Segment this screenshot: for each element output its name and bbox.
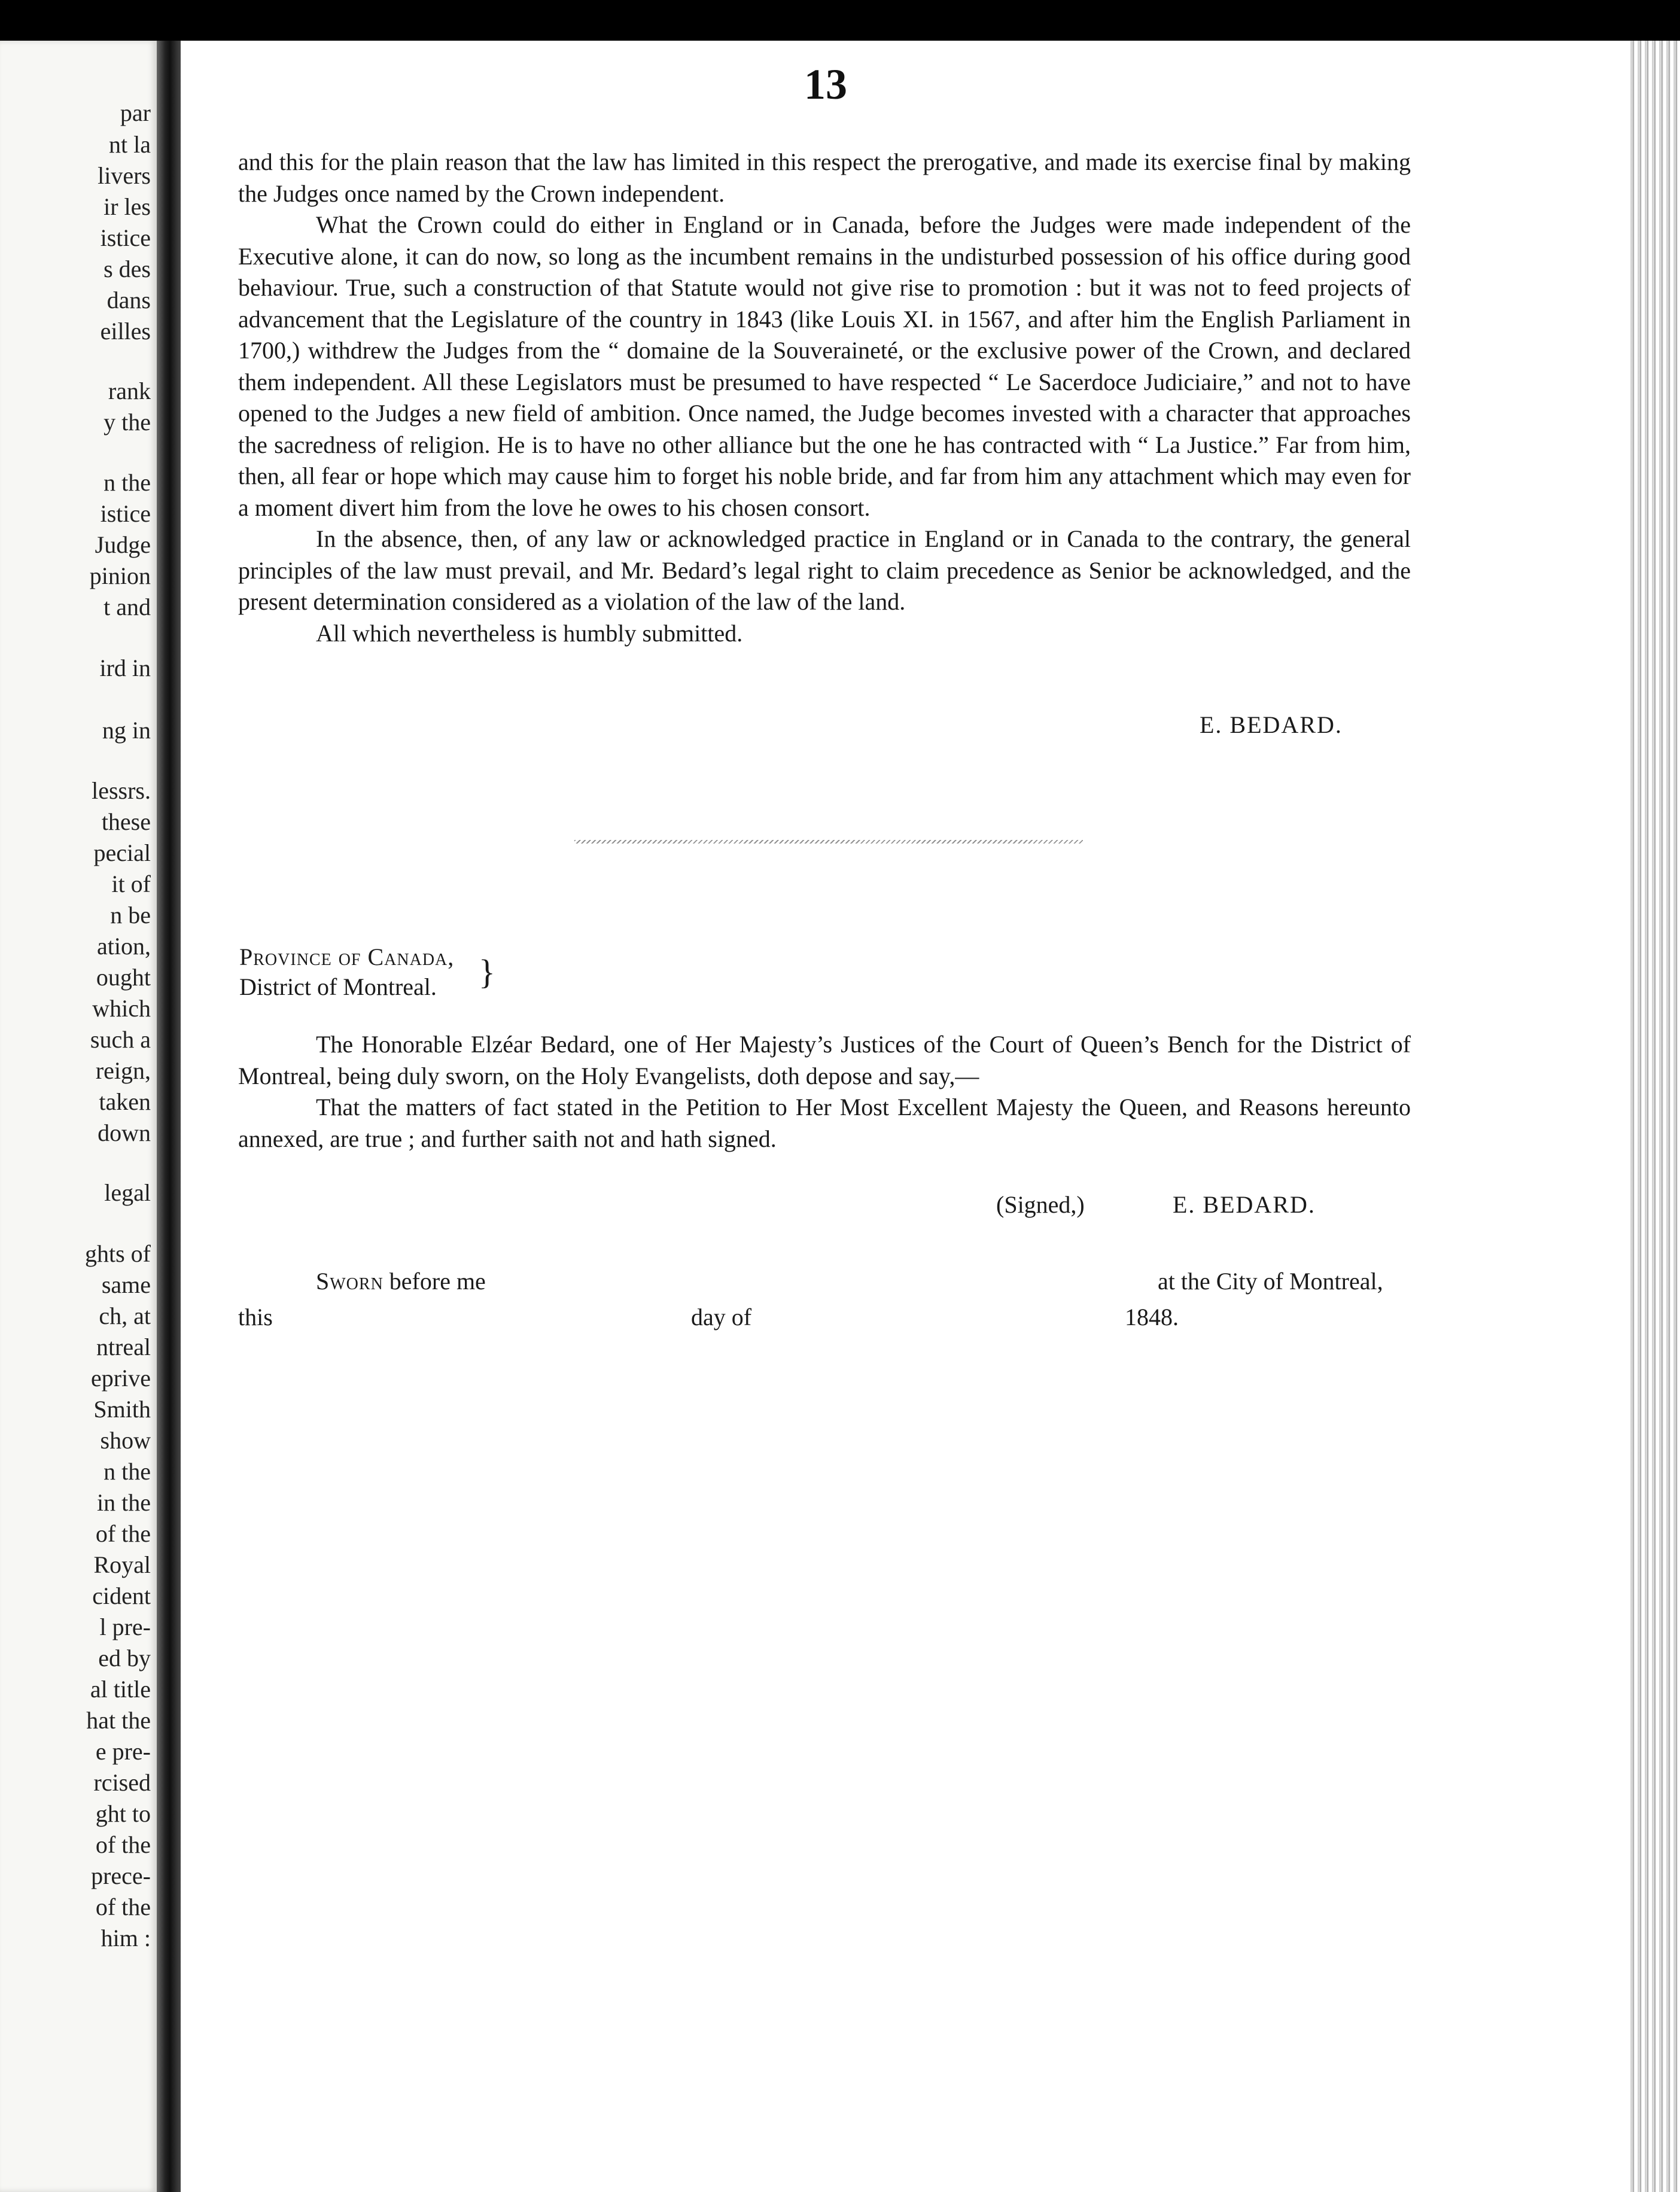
left-page-line: e pre- bbox=[95, 1738, 151, 1765]
paragraph-2: What the Crown could do either in England or in Canada, before the Judges were made independent of the Executive alone, it can do now, so long as the incumbent remains in the undisturbed possession of his office during good behaviour. True, such a construction of that Statute would not give rise to promotion : but it was not to feed projects of advancement that the Legislature of the country in 1843 (like Louis XI. in 1567, and after him the English Parliament in 1700,) withdrew the Judges from the “ domaine de la Souveraineté, or the exclusive power of the Crown, and declared them independent. All these Legislators must be presumed to have respected “ Le Sacerdoce Judiciaire,” and not to have opened to the Judges a new field of ambition. Once named, the Judge becomes invested with a character that approaches the sacredness of religion. He is to have no other alliance but the one he has contracted with “ La Justice.” Far from him, then, all fear or hope which may cause him to forget his noble bride, and far from him any attachment which may even for a moment divert him from the love he owes to his chosen consort. bbox=[238, 211, 1411, 521]
province-line: Province of Canada, bbox=[239, 943, 455, 970]
left-page-line: ought bbox=[96, 964, 151, 991]
main-text bbox=[238, 147, 1411, 649]
left-page-line: cident bbox=[92, 1582, 151, 1609]
left-page-line: down bbox=[98, 1119, 151, 1146]
left-page-line: show bbox=[100, 1427, 151, 1454]
paragraph-1: and this for the plain reason that the law has limited in this respect the prerogative, and made its exercise final by making the Judges once named by the Crown independent. bbox=[238, 148, 1411, 207]
left-page-line: him : bbox=[101, 1925, 151, 1952]
left-page-line: eprive bbox=[91, 1365, 151, 1392]
left-page-line: ation, bbox=[97, 933, 151, 960]
brace-icon: } bbox=[479, 952, 495, 991]
left-page-line: dans bbox=[106, 287, 151, 313]
page-edges bbox=[1627, 41, 1680, 2192]
left-page-line: n be bbox=[110, 902, 151, 928]
left-page-line: lessrs. bbox=[92, 777, 151, 804]
left-page-line: ird in bbox=[99, 654, 151, 681]
left-page-line: ghts of bbox=[85, 1240, 151, 1267]
left-page-line: same bbox=[101, 1271, 151, 1298]
left-page-line: livers bbox=[98, 162, 151, 189]
left-page-line: istice bbox=[100, 500, 151, 527]
left-page-line: ed by bbox=[98, 1645, 151, 1672]
left-page-line: reign, bbox=[95, 1057, 151, 1084]
left-page-line: y the bbox=[104, 409, 151, 436]
left-page-line: which bbox=[92, 995, 151, 1022]
left-page-line: it of bbox=[111, 870, 151, 897]
left-page-line: pinion bbox=[89, 562, 151, 589]
sworn-rest: before me bbox=[383, 1268, 486, 1295]
venue-block bbox=[239, 942, 454, 1002]
left-page-line: eilles bbox=[100, 318, 151, 345]
left-page-line: ght to bbox=[95, 1800, 151, 1827]
left-page-line: pecial bbox=[93, 839, 151, 866]
left-page-line: istice bbox=[100, 224, 151, 251]
left-page-line: prece- bbox=[91, 1862, 151, 1889]
this-text: this bbox=[238, 1304, 273, 1331]
day-of-text: day of bbox=[691, 1304, 752, 1331]
left-page-line: l pre- bbox=[99, 1613, 151, 1640]
left-page-line: n the bbox=[104, 469, 151, 496]
sworn-line bbox=[316, 1267, 486, 1295]
left-page-line: t and bbox=[104, 593, 151, 620]
paragraph-4: All which nevertheless is humbly submitted. bbox=[316, 619, 743, 647]
left-page-line: Judge bbox=[95, 531, 151, 558]
left-page-line: nt la bbox=[109, 131, 151, 158]
year-text: 1848. bbox=[1125, 1304, 1179, 1331]
left-page-fragment bbox=[0, 41, 157, 2192]
left-page-line: Royal bbox=[93, 1551, 151, 1578]
left-page-line: ntreal bbox=[96, 1334, 151, 1360]
signed-label: (Signed,) bbox=[996, 1191, 1085, 1218]
paragraph-3: In the absence, then, of any law or acknowledged practice in England or in Canada to the contrary, the general principles of the law must prevail, and Mr. Bedard’s legal right to claim precedence as Senior be acknowledged, and the present determination considered as a violation of the law of the land. bbox=[238, 525, 1411, 615]
section-divider bbox=[574, 840, 1083, 844]
book-gutter bbox=[157, 41, 181, 2192]
left-page-line: Smith bbox=[93, 1396, 151, 1423]
left-page-line: of the bbox=[95, 1831, 151, 1858]
left-page-line: s des bbox=[104, 255, 151, 282]
scan-top-border bbox=[0, 0, 1680, 41]
left-page-line: rank bbox=[108, 377, 151, 404]
left-page-line: n the bbox=[104, 1458, 151, 1485]
oath-paragraph-1: The Honorable Elzéar Bedard, one of Her Majesty’s Justices of the Court of Queen’s Bench for the District of Montreal, being duly sworn, on the Holy Evangelists, doth depose and say,— bbox=[238, 1031, 1411, 1089]
oath-text bbox=[238, 1029, 1411, 1155]
left-page-line: of the bbox=[95, 1893, 151, 1920]
left-page-line: in the bbox=[97, 1489, 151, 1516]
oath-paragraph-2: That the matters of fact stated in the Petition to Her Most Excellent Majesty the Queen, and Reasons hereunto annexed, are true ; and further saith not and hath signed. bbox=[238, 1094, 1411, 1152]
left-page-line: ir les bbox=[104, 193, 151, 220]
left-page-line: par bbox=[120, 99, 151, 126]
signed-name: E. BEDARD. bbox=[1173, 1191, 1316, 1218]
left-page-line: such a bbox=[90, 1026, 151, 1053]
left-page-line: taken bbox=[99, 1088, 151, 1115]
left-page-line: rcised bbox=[93, 1769, 151, 1796]
sworn-label: Sworn bbox=[316, 1268, 384, 1295]
left-page-line: ng in bbox=[102, 717, 151, 744]
left-page-line: these bbox=[101, 808, 151, 835]
city-text: at the City of Montreal, bbox=[1158, 1268, 1383, 1295]
signature-name: E. BEDARD. bbox=[1200, 711, 1343, 738]
left-page-line: ch, at bbox=[99, 1302, 151, 1329]
district-line: District of Montreal. bbox=[239, 973, 437, 1000]
left-page-line: of the bbox=[95, 1520, 151, 1547]
left-page-line: al title bbox=[90, 1676, 151, 1703]
left-page-line: legal bbox=[104, 1179, 151, 1206]
left-page-line: hat the bbox=[86, 1707, 151, 1734]
page-number: 13 bbox=[804, 60, 847, 108]
